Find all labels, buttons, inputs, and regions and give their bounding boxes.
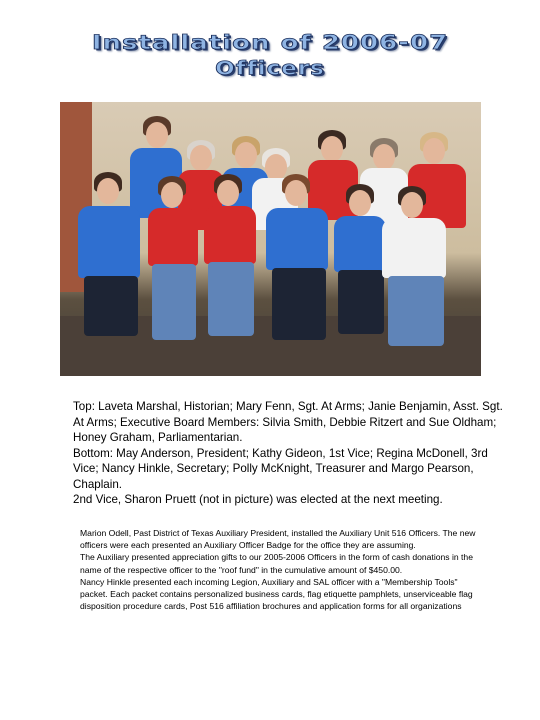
note-installed: Marion Odell, Past District of Texas Auxiliary President, installed the Auxiliary Unit 516 Officers. The new officers were each presented an Auxiliary Officer Badge for the office they are assuming. bbox=[80, 528, 476, 551]
note-packet: Nancy Hinkle presented each incoming Legion, Auxiliary and SAL officer with a "Membership Tools" packet. Each packet contains personalized business cards, flag etiquette pamphlets, unserviceable flag disposition procedure cards, Post 516 affiliation brochures and application forms for all organizations bbox=[80, 576, 473, 612]
page-subtitle: Officers bbox=[215, 58, 325, 80]
caption-top-row: Top: Laveta Marshal, Historian; Mary Fenn, Sgt. At Arms; Janie Benjamin, Asst. Sgt. At Arms; Executive Board Members: Silvia Smith, Debbie Ritzert and Sue Oldham; Honey Graham, Parliamentarian. bbox=[73, 400, 503, 444]
page-title: Installation of 2006-07 bbox=[91, 31, 449, 55]
photo-caption bbox=[73, 399, 503, 508]
installation-notes bbox=[80, 527, 480, 612]
caption-second-vice: 2nd Vice, Sharon Pruett (not in picture) was elected at the next meeting. bbox=[73, 493, 443, 506]
note-gifts: The Auxiliary presented appreciation gifts to our 2005-2006 Officers in the form of cash donations in the name of the respective officer to the "roof fund" in the cumulative amount of $450.00. bbox=[80, 552, 473, 575]
group-photo bbox=[60, 102, 481, 376]
caption-bottom-row: Bottom: May Anderson, President; Kathy Gideon, 1st Vice; Regina McDonell, 3rd Vice; Nancy Hinkle, Secretary; Polly McKnight, Treasurer and Margo Pearson, Chaplain. bbox=[73, 446, 488, 491]
